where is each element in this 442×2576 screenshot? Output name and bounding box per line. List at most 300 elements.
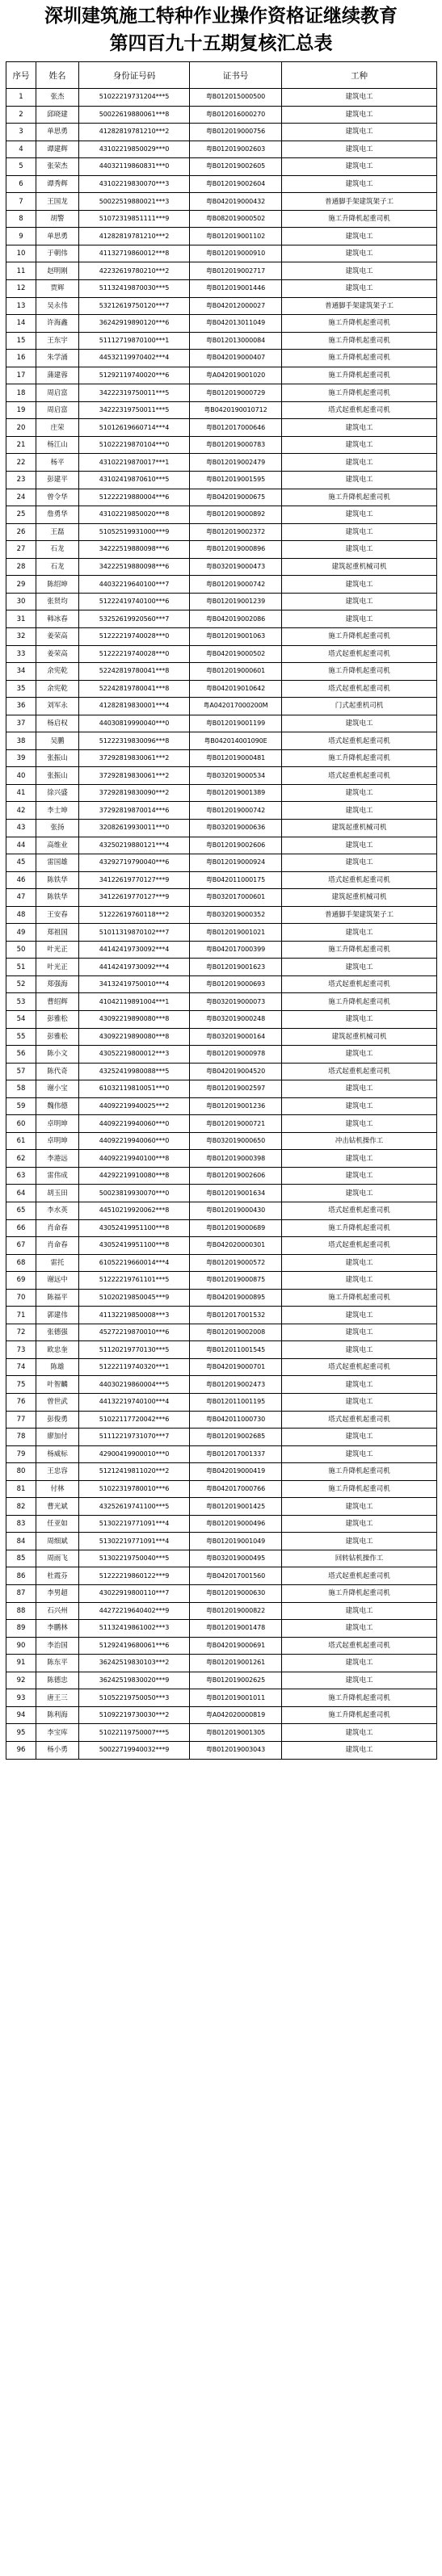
table-row (6, 698, 437, 715)
cell-id-number: 61052219660014***4 (79, 1254, 190, 1272)
table-row (6, 1567, 437, 1585)
cell-id-number: 51222219880004***6 (79, 489, 190, 506)
summary-table (6, 61, 437, 1760)
cell-work-type: 建筑电工 (282, 1602, 437, 1620)
cell-id-number: 51222619760118***2 (79, 906, 190, 924)
table-row (6, 350, 437, 367)
cell-id-number: 34222319750011***5 (79, 401, 190, 419)
table-row (6, 1046, 437, 1064)
table-row (6, 401, 437, 419)
cell-cert-number: 粤B012019002717 (190, 262, 282, 280)
cell-seq: 48 (6, 906, 36, 924)
cell-name: 于朝伟 (36, 245, 79, 262)
cell-work-type: 施工升降机起重司机 (282, 941, 437, 959)
cell-cert-number: 粤B012019001623 (190, 959, 282, 976)
cell-name: 邱晓建 (36, 106, 79, 124)
cell-seq: 79 (6, 1445, 36, 1463)
cell-cert-number: 粤B012019001305 (190, 1724, 282, 1742)
cell-work-type: 建筑电工 (282, 576, 437, 594)
cell-cert-number: 粤B012019000572 (190, 1254, 282, 1272)
cell-id-number: 51020219850045***9 (79, 1289, 190, 1307)
cell-cert-number: 粤B042019000432 (190, 193, 282, 211)
table-header-row (6, 62, 437, 89)
table-row (6, 663, 437, 681)
cell-seq: 49 (6, 924, 36, 942)
cell-work-type: 建筑电工 (282, 1115, 437, 1133)
cell-seq: 91 (6, 1655, 36, 1672)
cell-name: 石龙 (36, 558, 79, 576)
cell-id-number: 51011319870102***7 (79, 924, 190, 942)
cell-work-type: 建筑电工 (282, 523, 437, 541)
cell-seq: 42 (6, 802, 36, 820)
cell-cert-number: 粤B082019000502 (190, 210, 282, 228)
cell-name: 杨平 (36, 454, 79, 472)
cell-id-number: 50023819930070***0 (79, 1185, 190, 1202)
cell-name: 李宝库 (36, 1724, 79, 1742)
cell-seq: 17 (6, 367, 36, 384)
cell-name: 张振山 (36, 749, 79, 767)
cell-name: 杜霞芬 (36, 1567, 79, 1585)
cell-cert-number: 粤B042019000701 (190, 1358, 282, 1376)
cell-name: 彭雅松 (36, 1028, 79, 1046)
table-body (6, 89, 437, 1760)
cell-name: 余宪乾 (36, 663, 79, 681)
cell-id-number: 32082619930011***0 (79, 819, 190, 837)
cell-id-number: 37292819830061***2 (79, 749, 190, 767)
table-row (6, 89, 437, 107)
cell-seq: 14 (6, 315, 36, 333)
cell-id-number: 51052519931000***9 (79, 523, 190, 541)
cell-id-number: 44272219640402***9 (79, 1602, 190, 1620)
cell-name: 许海鑫 (36, 315, 79, 333)
cell-id-number: 44030819990040***0 (79, 715, 190, 732)
cell-cert-number: 粤B012019000689 (190, 1219, 282, 1237)
cell-cert-number: 粤B042017000399 (190, 941, 282, 959)
cell-work-type: 建筑电工 (282, 1324, 437, 1341)
cell-name: 雷托 (36, 1254, 79, 1272)
cell-name: 韩冰春 (36, 610, 79, 628)
cell-name: 赵明刚 (36, 262, 79, 280)
table-row (6, 1307, 437, 1324)
table-row (6, 489, 437, 506)
cell-work-type: 塔式起重机起重司机 (282, 401, 437, 419)
cell-id-number: 34122619770127***9 (79, 889, 190, 907)
cell-work-type: 塔式起重机起重司机 (282, 1567, 437, 1585)
cell-id-number: 44030219860004***5 (79, 1376, 190, 1394)
cell-cert-number: 粤B012019000892 (190, 506, 282, 524)
cell-cert-number: 粤B012019000910 (190, 245, 282, 262)
cell-work-type: 建筑电工 (282, 436, 437, 454)
table-row (6, 158, 437, 176)
cell-seq: 51 (6, 959, 36, 976)
cell-name: 郑祖国 (36, 924, 79, 942)
table-row (6, 1202, 437, 1220)
cell-seq: 81 (6, 1480, 36, 1498)
cell-seq: 37 (6, 715, 36, 732)
cell-cert-number: 粤B012019001425 (190, 1498, 282, 1516)
cell-cert-number: 粤B012019002372 (190, 523, 282, 541)
cell-name: 张贤均 (36, 593, 79, 610)
table-row (6, 819, 437, 837)
cell-cert-number: 粤B012019002625 (190, 1672, 282, 1689)
cell-name: 张扬 (36, 819, 79, 837)
cell-name: 詹勇华 (36, 506, 79, 524)
table-row (6, 1515, 437, 1533)
table-row (6, 593, 437, 610)
cell-work-type: 建筑电工 (282, 1620, 437, 1638)
cell-seq: 53 (6, 993, 36, 1011)
cell-cert-number: 粤B012019001261 (190, 1655, 282, 1672)
cell-id-number: 43102419870610***5 (79, 472, 190, 489)
cell-seq: 89 (6, 1620, 36, 1638)
cell-seq: 50 (6, 941, 36, 959)
cell-seq: 56 (6, 1046, 36, 1064)
cell-id-number: 43052419951100***8 (79, 1219, 190, 1237)
cell-id-number: 34222319750011***5 (79, 384, 190, 402)
cell-work-type: 建筑电工 (282, 593, 437, 610)
table-row (6, 767, 437, 785)
cell-name: 刘军永 (36, 698, 79, 715)
cell-cert-number: 粤B042019000419 (190, 1463, 282, 1481)
table-row (6, 1724, 437, 1742)
cell-cert-number: 粤B032019000495 (190, 1550, 282, 1567)
cell-name: 魏伟德 (36, 1097, 79, 1115)
cell-seq: 54 (6, 1010, 36, 1028)
table-row (6, 297, 437, 315)
cell-name: 郑强海 (36, 975, 79, 993)
cell-seq: 23 (6, 472, 36, 489)
cell-name: 王东宇 (36, 332, 79, 350)
cell-work-type: 塔式起重机起重司机 (282, 1202, 437, 1220)
cell-cert-number: 粤B012019000742 (190, 576, 282, 594)
cell-work-type: 建筑起重机械司机 (282, 889, 437, 907)
cell-name: 石兴州 (36, 1602, 79, 1620)
cell-work-type: 建筑电工 (282, 1515, 437, 1533)
cell-cert-number: 粤B032019000352 (190, 906, 282, 924)
cell-seq: 34 (6, 663, 36, 681)
cell-name: 贾辉 (36, 280, 79, 298)
cell-name: 张荣杰 (36, 158, 79, 176)
table-row (6, 367, 437, 384)
cell-seq: 11 (6, 262, 36, 280)
cell-id-number: 45272219870010***6 (79, 1324, 190, 1341)
table-row (6, 1463, 437, 1481)
cell-seq: 8 (6, 210, 36, 228)
cell-work-type: 建筑电工 (282, 280, 437, 298)
cell-seq: 86 (6, 1567, 36, 1585)
cell-cert-number: 粤B012019002603 (190, 141, 282, 158)
cell-seq: 47 (6, 889, 36, 907)
cell-seq: 83 (6, 1515, 36, 1533)
cell-seq: 55 (6, 1028, 36, 1046)
table-row (6, 715, 437, 732)
cell-seq: 16 (6, 350, 36, 367)
cell-cert-number: 粤B042011000730 (190, 1411, 282, 1429)
header-id-number: 身份证号码 (79, 62, 190, 89)
cell-cert-number: 粤B042017001560 (190, 1567, 282, 1585)
cell-name: 石龙 (36, 541, 79, 559)
cell-work-type: 建筑电工 (282, 1185, 437, 1202)
cell-seq: 80 (6, 1463, 36, 1481)
table-row (6, 1132, 437, 1150)
cell-cert-number: 粤B012019001063 (190, 627, 282, 645)
cell-seq: 45 (6, 854, 36, 872)
cell-seq: 62 (6, 1150, 36, 1168)
cell-work-type: 建筑电工 (282, 454, 437, 472)
table-row (6, 1150, 437, 1168)
cell-name: 曹绍辉 (36, 993, 79, 1011)
table-row (6, 1585, 437, 1603)
cell-id-number: 51022219870104***0 (79, 436, 190, 454)
cell-name: 陈东平 (36, 1655, 79, 1672)
cell-id-number: 51012619660714***4 (79, 419, 190, 437)
cell-seq: 90 (6, 1637, 36, 1655)
cell-seq: 33 (6, 645, 36, 663)
cell-cert-number: 粤B012019000783 (190, 436, 282, 454)
cell-name: 杨小勇 (36, 1741, 79, 1759)
cell-work-type: 施工升降机起重司机 (282, 663, 437, 681)
cell-name: 李治国 (36, 1637, 79, 1655)
cell-cert-number: 粤B012019001199 (190, 715, 282, 732)
cell-name: 单思勇 (36, 124, 79, 141)
table-row (6, 1324, 437, 1341)
cell-name: 卓明坤 (36, 1115, 79, 1133)
table-row (6, 245, 437, 262)
cell-seq: 41 (6, 784, 36, 802)
table-row (6, 332, 437, 350)
cell-id-number: 43052219800012***3 (79, 1046, 190, 1064)
cell-seq: 65 (6, 1202, 36, 1220)
table-row (6, 523, 437, 541)
cell-cert-number: 粤B012019001011 (190, 1689, 282, 1707)
cell-id-number: 51022219731204***5 (79, 89, 190, 107)
cell-seq: 38 (6, 732, 36, 750)
cell-seq: 25 (6, 506, 36, 524)
cell-seq: 40 (6, 767, 36, 785)
cell-seq: 43 (6, 819, 36, 837)
cell-cert-number: 粤B012017001337 (190, 1445, 282, 1463)
cell-cert-number: 粤B032019000650 (190, 1132, 282, 1150)
table-row (6, 941, 437, 959)
cell-id-number: 36242519830020***9 (79, 1672, 190, 1689)
cell-id-number: 41132219850008***3 (79, 1307, 190, 1324)
table-row (6, 419, 437, 437)
cell-work-type: 施工升降机起重司机 (282, 1689, 437, 1707)
cell-seq: 35 (6, 680, 36, 698)
table-row (6, 1289, 437, 1307)
cell-id-number: 51292419680061***6 (79, 1637, 190, 1655)
cell-cert-number: 粤B012019001239 (190, 593, 282, 610)
cell-name: 庄荣 (36, 419, 79, 437)
cell-cert-number: 粤B032019000164 (190, 1028, 282, 1046)
table-row (6, 680, 437, 698)
cell-id-number: 51302219771091***4 (79, 1515, 190, 1533)
table-row (6, 1672, 437, 1689)
cell-name: 姜荣高 (36, 645, 79, 663)
cell-work-type: 建筑电工 (282, 1498, 437, 1516)
cell-cert-number: 粤B012019000630 (190, 1585, 282, 1603)
cell-work-type: 建筑电工 (282, 715, 437, 732)
cell-id-number: 51132419870030***5 (79, 280, 190, 298)
cell-seq: 18 (6, 384, 36, 402)
cell-seq: 74 (6, 1358, 36, 1376)
cell-id-number: 43092219890080***8 (79, 1028, 190, 1046)
cell-work-type: 施工升降机起重司机 (282, 384, 437, 402)
table-row (6, 141, 437, 158)
cell-cert-number: 粤B012019001389 (190, 784, 282, 802)
cell-id-number: 51222219740028***0 (79, 645, 190, 663)
cell-id-number: 51222319830096***8 (79, 732, 190, 750)
cell-work-type: 塔式起重机起重司机 (282, 680, 437, 698)
cell-id-number: 44092219940025***2 (79, 1097, 190, 1115)
cell-seq: 82 (6, 1498, 36, 1516)
cell-seq: 72 (6, 1324, 36, 1341)
cell-name: 唐王三 (36, 1689, 79, 1707)
cell-work-type: 建筑电工 (282, 1376, 437, 1394)
cell-id-number: 51112219731070***7 (79, 1429, 190, 1446)
table-row (6, 1445, 437, 1463)
cell-work-type: 塔式起重机起重司机 (282, 1411, 437, 1429)
cell-seq: 29 (6, 576, 36, 594)
cell-cert-number: 粤B012019000729 (190, 384, 282, 402)
table-row (6, 993, 437, 1011)
table-row (6, 280, 437, 298)
cell-id-number: 51120219770130***5 (79, 1341, 190, 1359)
cell-work-type: 施工升降机起重司机 (282, 1585, 437, 1603)
cell-seq: 52 (6, 975, 36, 993)
table-row (6, 1219, 437, 1237)
cell-name: 付林 (36, 1480, 79, 1498)
cell-cert-number: 粤B012019002685 (190, 1429, 282, 1446)
cell-seq: 24 (6, 489, 36, 506)
table-row (6, 871, 437, 889)
cell-id-number: 50022519880021***3 (79, 193, 190, 211)
cell-cert-number: 粤B012019002473 (190, 1376, 282, 1394)
table-row (6, 228, 437, 245)
cell-name: 陈铁华 (36, 871, 79, 889)
cell-id-number: 41132719860012***8 (79, 245, 190, 262)
cell-name: 曹光斌 (36, 1498, 79, 1516)
cell-seq: 28 (6, 558, 36, 576)
cell-name: 吴鹏 (36, 732, 79, 750)
cell-seq: 13 (6, 297, 36, 315)
cell-seq: 1 (6, 89, 36, 107)
cell-cert-number: 粤B012019002479 (190, 454, 282, 472)
cell-id-number: 44142419730092***4 (79, 959, 190, 976)
table-row (6, 193, 437, 211)
cell-id-number: 51022319780010***6 (79, 1480, 190, 1498)
cell-id-number: 51302219750040***5 (79, 1550, 190, 1567)
cell-id-number: 44032219640100***7 (79, 576, 190, 594)
table-row (6, 1185, 437, 1202)
cell-cert-number: 粤B042019000691 (190, 1637, 282, 1655)
cell-name: 廖加付 (36, 1429, 79, 1446)
header-work-type: 工种 (282, 62, 437, 89)
cell-work-type: 建筑电工 (282, 262, 437, 280)
cell-cert-number: 粤B012019000481 (190, 749, 282, 767)
cell-id-number: 44532119970402***4 (79, 350, 190, 367)
cell-id-number: 44142419730092***4 (79, 941, 190, 959)
cell-id-number: 43052419951100***8 (79, 1237, 190, 1255)
cell-cert-number: 粤B012013000084 (190, 332, 282, 350)
cell-work-type: 门式起重机司机 (282, 698, 437, 715)
cell-work-type: 建筑电工 (282, 1272, 437, 1290)
cell-cert-number: 粤B012019002606 (190, 837, 282, 854)
cell-cert-number: 粤B012019002604 (190, 175, 282, 193)
cell-cert-number: 粤B042014001090E (190, 732, 282, 750)
cell-work-type: 建筑电工 (282, 1741, 437, 1759)
cell-name: 张杰 (36, 89, 79, 107)
cell-name: 叶光正 (36, 959, 79, 976)
cell-work-type: 建筑电工 (282, 1655, 437, 1672)
cell-id-number: 44132219740100***4 (79, 1394, 190, 1412)
table-row (6, 732, 437, 750)
table-row (6, 315, 437, 333)
cell-name: 周启富 (36, 401, 79, 419)
cell-id-number: 43102219850029***0 (79, 141, 190, 158)
cell-id-number: 43292719790040***6 (79, 854, 190, 872)
cell-seq: 92 (6, 1672, 36, 1689)
cell-name: 肖命春 (36, 1237, 79, 1255)
cell-cert-number: 粤B012019000978 (190, 1046, 282, 1064)
header-seq: 序号 (6, 62, 36, 89)
cell-work-type: 建筑电工 (282, 1724, 437, 1742)
cell-cert-number: 粤B012019002606 (190, 1167, 282, 1185)
cell-seq: 75 (6, 1376, 36, 1394)
cell-seq: 2 (6, 106, 36, 124)
cell-work-type: 施工升降机起重司机 (282, 1289, 437, 1307)
cell-seq: 64 (6, 1185, 36, 1202)
cell-work-type: 塔式起重机起重司机 (282, 975, 437, 993)
cell-seq: 32 (6, 627, 36, 645)
cell-name: 陈代奇 (36, 1063, 79, 1080)
cell-id-number: 44032119860831***0 (79, 158, 190, 176)
cell-work-type: 建筑电工 (282, 124, 437, 141)
cell-name: 王国龙 (36, 193, 79, 211)
table-row (6, 975, 437, 993)
cell-id-number: 51072319851111***9 (79, 210, 190, 228)
cell-cert-number: 粤B012019000822 (190, 1602, 282, 1620)
cell-id-number: 61032119810051***0 (79, 1080, 190, 1098)
cell-seq: 39 (6, 749, 36, 767)
cell-id-number: 43250219880121***4 (79, 837, 190, 854)
cell-seq: 3 (6, 124, 36, 141)
cell-work-type: 建筑起重机械司机 (282, 1028, 437, 1046)
cell-work-type: 建筑电工 (282, 854, 437, 872)
cell-cert-number: 粤A042017000200M (190, 698, 282, 715)
cell-seq: 94 (6, 1706, 36, 1724)
cell-work-type: 建筑电工 (282, 1046, 437, 1064)
table-row (6, 175, 437, 193)
cell-id-number: 51222419740100***6 (79, 593, 190, 610)
cell-work-type: 施工升降机起重司机 (282, 627, 437, 645)
cell-id-number: 43022919800110***7 (79, 1585, 190, 1603)
cell-id-number: 43252419980088***5 (79, 1063, 190, 1080)
table-row (6, 436, 437, 454)
cell-name: 李鹏林 (36, 1620, 79, 1638)
cell-cert-number: 粤B042019000502 (190, 645, 282, 663)
cell-id-number: 52242819780041***8 (79, 680, 190, 698)
cell-work-type: 建筑电工 (282, 106, 437, 124)
table-row (6, 454, 437, 472)
cell-work-type: 施工升降机起重司机 (282, 1219, 437, 1237)
table-row (6, 506, 437, 524)
table-row (6, 1655, 437, 1672)
cell-work-type: 建筑电工 (282, 1307, 437, 1324)
cell-name: 郭建伟 (36, 1307, 79, 1324)
cell-work-type: 施工升降机起重司机 (282, 315, 437, 333)
cell-cert-number: 粤B012019001049 (190, 1533, 282, 1550)
